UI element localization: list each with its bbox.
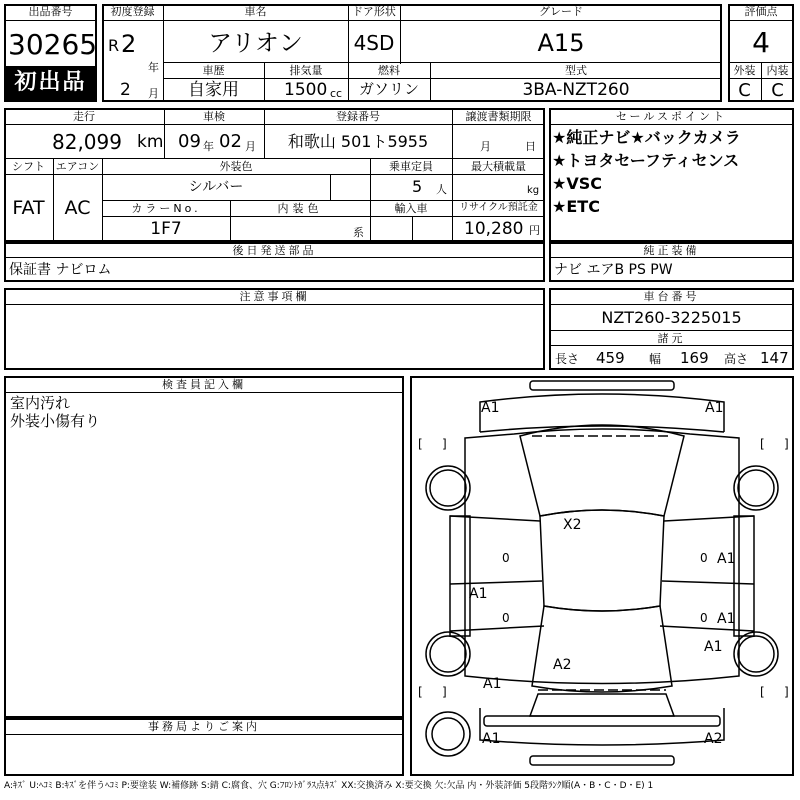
mileage-label: 走行 bbox=[73, 110, 95, 123]
svg-text:0: 0 bbox=[700, 611, 708, 625]
recycle-value: 10,280 bbox=[464, 219, 524, 239]
sales-point-item: ★ETC bbox=[552, 197, 600, 216]
registration-era: R bbox=[108, 36, 120, 55]
recycle-unit: 円 bbox=[529, 224, 540, 237]
exterior-score: C bbox=[738, 80, 751, 101]
registration-label: 初度登録 bbox=[110, 5, 155, 18]
grade-label: グレード bbox=[539, 5, 583, 18]
svg-text:[: [ bbox=[418, 685, 423, 699]
sales-points-label: セールスポイント bbox=[615, 110, 727, 123]
office-label: 事務局よりご案内 bbox=[148, 720, 260, 733]
displacement-label: 排気量 bbox=[289, 64, 323, 77]
svg-text:]: ] bbox=[442, 685, 447, 699]
transfer-month-unit: 月 bbox=[480, 140, 491, 153]
shift-value: FAT bbox=[12, 197, 45, 219]
notes-label: 注意事項欄 bbox=[239, 290, 310, 303]
damage-mark: A1 bbox=[483, 676, 502, 692]
model-value: 3BA-NZT260 bbox=[522, 80, 630, 100]
damage-legend: A:ｷｽﾞ U:ﾍｺﾐ B:ｷｽﾞを伴うﾍｺﾐ P:要塗装 W:補修跡 S:錆 C:腐食、穴 G:ﾌﾛﾝﾄｶﾞﾗｽ点ｷｽﾞ XX:交換済み X:要交換 欠:欠品 内・外装評価 5段階ﾗﾝｸ順(A・B・C・D・E) 1 bbox=[4, 781, 654, 791]
svg-text:[: [ bbox=[760, 437, 765, 451]
sales-point-item: ★トヨタセーフティセンス bbox=[552, 151, 740, 170]
svg-text:]: ] bbox=[784, 437, 789, 451]
registration-month: 2 bbox=[120, 80, 131, 100]
aircon-value: AC bbox=[64, 197, 91, 219]
length-value: 459 bbox=[596, 349, 625, 367]
inspection-label: 車検 bbox=[203, 110, 225, 123]
height-label: 高さ bbox=[724, 352, 749, 366]
car-name-label: 車名 bbox=[244, 5, 267, 18]
capacity-label: 乗車定員 bbox=[389, 160, 433, 173]
inspection-month: 02 bbox=[219, 131, 242, 152]
model-label: 型式 bbox=[565, 64, 587, 77]
max-load-label: 最大積載量 bbox=[471, 160, 526, 173]
inspector-note: 室内汚れ bbox=[10, 394, 71, 412]
displacement-unit: cc bbox=[330, 87, 343, 100]
capacity-value: 5 bbox=[412, 177, 423, 196]
svg-text:[: [ bbox=[760, 685, 765, 699]
interior-color-label: 内装色 bbox=[277, 202, 323, 215]
plate-label: 登録番号 bbox=[336, 110, 380, 123]
svg-text:0: 0 bbox=[700, 551, 708, 565]
color-no-label: カラーNo. bbox=[131, 202, 201, 215]
score-value: 4 bbox=[752, 26, 770, 59]
max-load-unit: kg bbox=[527, 185, 540, 196]
fuel-label: 燃料 bbox=[378, 64, 400, 77]
displacement-value: 1500 bbox=[284, 80, 328, 100]
damage-mark: A1 bbox=[481, 400, 500, 416]
width-value: 169 bbox=[680, 349, 709, 367]
mileage-unit: km bbox=[137, 132, 164, 152]
damage-mark: A1 bbox=[482, 731, 501, 747]
length-label: 長さ bbox=[555, 352, 580, 366]
sales-point-item: ★VSC bbox=[552, 174, 602, 193]
svg-text:0: 0 bbox=[502, 611, 510, 625]
door-label: ドア形状 bbox=[352, 5, 396, 18]
dims-label: 諸元 bbox=[657, 332, 686, 345]
recycle-label: リサイクル預託金 bbox=[459, 202, 538, 213]
svg-text:]: ] bbox=[442, 437, 447, 451]
damage-mark: A2 bbox=[704, 731, 723, 747]
interior-color-unit: 系 bbox=[353, 226, 364, 239]
damage-mark: A2 bbox=[553, 657, 572, 673]
width-label: 幅 bbox=[649, 352, 662, 366]
damage-mark: A1 bbox=[469, 586, 488, 602]
exterior-color-label: 外装色 bbox=[219, 160, 253, 173]
genuine-label: 純正装備 bbox=[643, 244, 700, 257]
import-label: 輸入車 bbox=[394, 202, 428, 215]
interior-score: C bbox=[771, 80, 784, 101]
svg-text:[: [ bbox=[418, 437, 423, 451]
registration-month-unit: 月 bbox=[148, 87, 159, 100]
lot-number: 30265 bbox=[8, 28, 98, 61]
car-damage-diagram bbox=[410, 376, 794, 776]
sales-point-item: ★純正ナビ★バックカメラ bbox=[552, 128, 741, 147]
transfer-label: 譲渡書類期限 bbox=[465, 110, 532, 123]
history-label: 車歴 bbox=[202, 64, 225, 77]
svg-text:0: 0 bbox=[502, 551, 510, 565]
inspector-note: 外装小傷有り bbox=[10, 412, 101, 430]
plate-value: 和歌山 501ト5955 bbox=[287, 132, 429, 151]
first-listing-badge: 初出品 bbox=[6, 66, 95, 100]
shift-label: シフト bbox=[12, 160, 45, 173]
chassis-label: 車台番号 bbox=[643, 290, 700, 303]
later-parts-label: 後日発送部品 bbox=[232, 244, 317, 257]
registration-year-unit: 年 bbox=[148, 61, 159, 74]
height-value: 147 bbox=[760, 349, 789, 367]
inspection-year: 09 bbox=[178, 131, 201, 152]
transfer-day-unit: 日 bbox=[525, 140, 536, 153]
genuine-value: ナビ エアB PS PW bbox=[554, 262, 673, 278]
svg-text:]: ] bbox=[784, 685, 789, 699]
grade-value: A15 bbox=[537, 29, 585, 57]
car-name-value: アリオン bbox=[208, 29, 303, 57]
door-value: 4SD bbox=[353, 31, 395, 55]
interior-score-label: 内装 bbox=[766, 64, 789, 77]
registration-year: 2 bbox=[121, 30, 137, 58]
score-label: 評価点 bbox=[744, 5, 778, 18]
aircon-label: エアコン bbox=[55, 160, 100, 173]
damage-mark: A1 bbox=[717, 611, 736, 627]
fuel-value: ガソリン bbox=[358, 80, 419, 98]
capacity-unit: 人 bbox=[436, 183, 447, 196]
later-parts-value: 保証書 ナビロム bbox=[9, 262, 112, 278]
inspection-year-unit: 年 bbox=[203, 140, 214, 153]
damage-mark: A1 bbox=[717, 551, 736, 567]
color-no-value: 1F7 bbox=[150, 219, 182, 239]
history-value: 自家用 bbox=[188, 80, 239, 100]
exterior-score-label: 外装 bbox=[733, 64, 756, 77]
chassis-value: NZT260-3225015 bbox=[601, 308, 742, 327]
mileage-value: 82,099 bbox=[52, 130, 122, 154]
damage-mark: X2 bbox=[563, 517, 582, 533]
damage-mark: A1 bbox=[705, 400, 724, 416]
inspector-label: 検査員記入欄 bbox=[162, 378, 246, 391]
damage-mark: A1 bbox=[704, 639, 723, 655]
lot-label: 出品番号 bbox=[28, 5, 73, 18]
inspection-month-unit: 月 bbox=[245, 140, 256, 153]
exterior-color-value: シルバー bbox=[188, 179, 244, 195]
